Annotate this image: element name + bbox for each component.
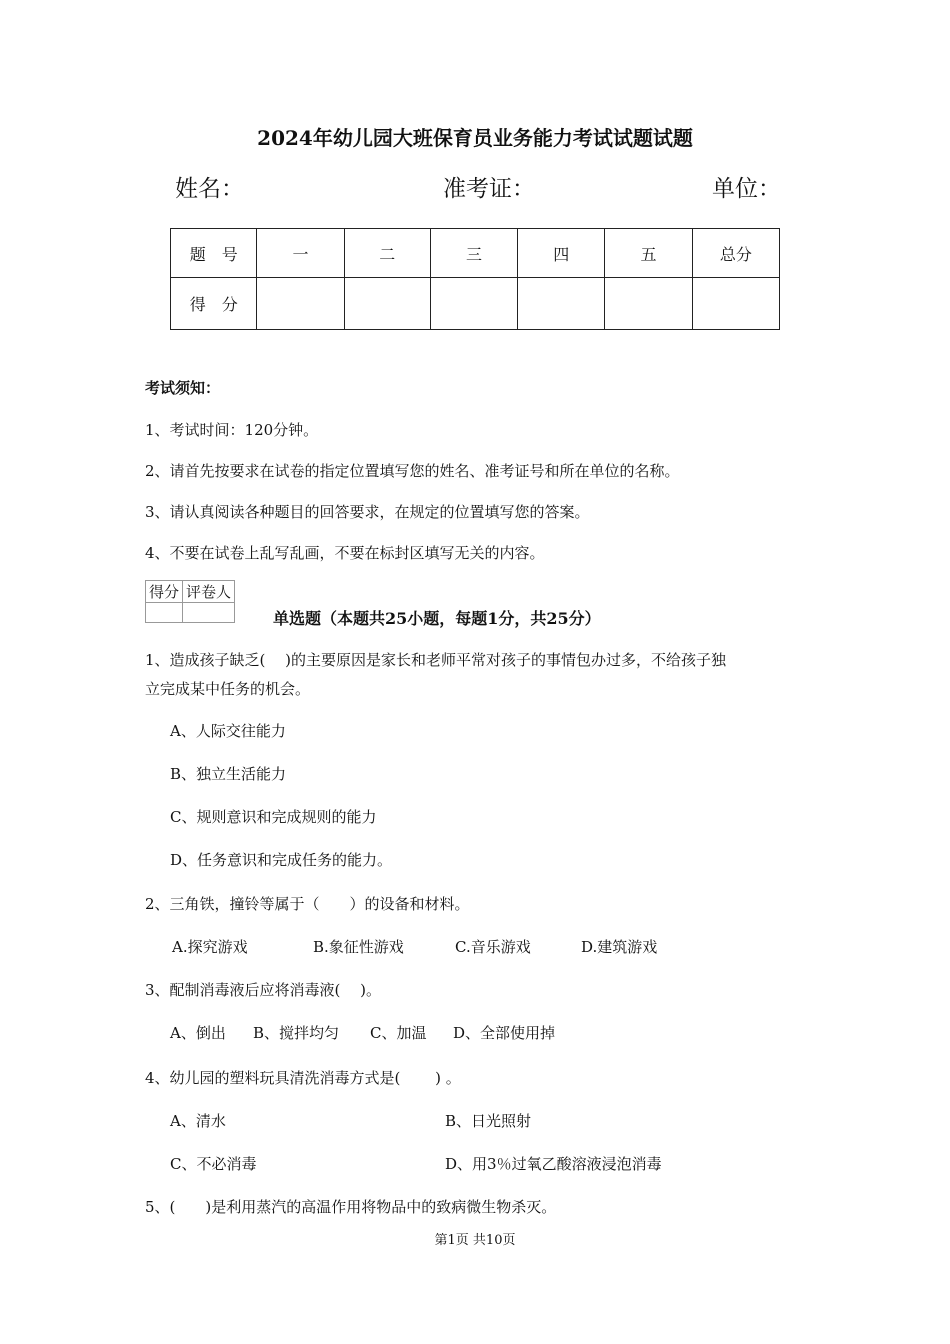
score-cell [430, 278, 517, 330]
unit-field-label: 单位： [712, 176, 781, 202]
score-header-cell: 题 号 [171, 229, 257, 278]
page-footer: 第1页 共10页 [434, 1233, 516, 1248]
option-c: C、加温 [370, 1024, 427, 1042]
score-table-score-row [171, 278, 780, 330]
score-row-label: 得 分 [171, 278, 257, 330]
question-stem: 1、造成孩子缺乏( )的主要原因是家长和老师平常对孩子的事情包办过多，不给孩子独 [145, 651, 727, 669]
option-d: D、用3％过氧乙酸溶液浸泡消毒 [445, 1155, 662, 1173]
question-stem: 5、( )是利用蒸汽的高温作用将物品中的致病微生物杀灭。 [145, 1198, 557, 1216]
question-stem: 4、幼儿园的塑料玩具清洗消毒方式是( ) 。 [145, 1069, 461, 1087]
grader-score-cell [146, 603, 183, 623]
option-c: C、规则意识和完成规则的能力 [170, 808, 377, 826]
score-cell [518, 278, 605, 330]
notice-item: 4、不要在试卷上乱写乱画，不要在标封区填写无关的内容。 [145, 544, 545, 562]
option-a: A、人际交往能力 [170, 722, 286, 740]
notice-heading: 考试须知： [145, 379, 221, 397]
score-cell [257, 278, 344, 330]
grader-reviewer-cell [183, 603, 235, 623]
option-b: B、日光照射 [445, 1112, 532, 1130]
option-d: D、全部使用掉 [453, 1024, 556, 1042]
score-header-cell: 一 [257, 229, 344, 278]
notice-item: 3、请认真阅读各种题目的回答要求，在规定的位置填写您的答案。 [145, 503, 590, 521]
score-header-cell: 二 [344, 229, 430, 278]
option-d: D.建筑游戏 [581, 938, 658, 956]
score-header-cell: 三 [430, 229, 517, 278]
question-stem: 3、配制消毒液后应将消毒液( )。 [145, 981, 382, 999]
score-table [170, 228, 780, 330]
option-a: A、清水 [170, 1112, 226, 1130]
name-field-label: 姓名： [175, 176, 244, 202]
option-c: C.音乐游戏 [455, 938, 531, 956]
option-d: D、任务意识和完成任务的能力。 [170, 851, 393, 869]
question-stem-continued: 立完成某中任务的机会。 [145, 680, 311, 698]
score-cell [344, 278, 430, 330]
exam-id-field-label: 准考证： [443, 176, 535, 202]
section-title: 单选题（本题共25小题，每题1分，共25分） [273, 609, 601, 628]
score-table-header-row [171, 229, 780, 278]
grader-box [145, 580, 235, 623]
grader-score-label: 得分 [146, 581, 183, 603]
option-a: A、倒出 [170, 1024, 226, 1042]
score-cell [692, 278, 779, 330]
grader-reviewer-label: 评卷人 [183, 581, 235, 603]
score-header-cell: 五 [605, 229, 692, 278]
option-b: B、搅拌均匀 [253, 1024, 340, 1042]
notice-item: 1、考试时间：120分钟。 [145, 421, 319, 439]
option-b: B、独立生活能力 [170, 765, 287, 783]
option-b: B.象征性游戏 [313, 938, 404, 956]
question-stem: 2、三角铁，撞铃等属于（ ）的设备和材料。 [145, 895, 470, 913]
option-c: C、不必消毒 [170, 1155, 257, 1173]
score-cell [605, 278, 692, 330]
score-header-cell: 总分 [692, 229, 779, 278]
score-header-cell: 四 [518, 229, 605, 278]
option-a: A.探究游戏 [172, 938, 248, 956]
page-title: 2024年幼儿园大班保育员业务能力考试试题试题 [257, 126, 693, 150]
notice-item: 2、请首先按要求在试卷的指定位置填写您的姓名、准考证号和所在单位的名称。 [145, 462, 680, 480]
